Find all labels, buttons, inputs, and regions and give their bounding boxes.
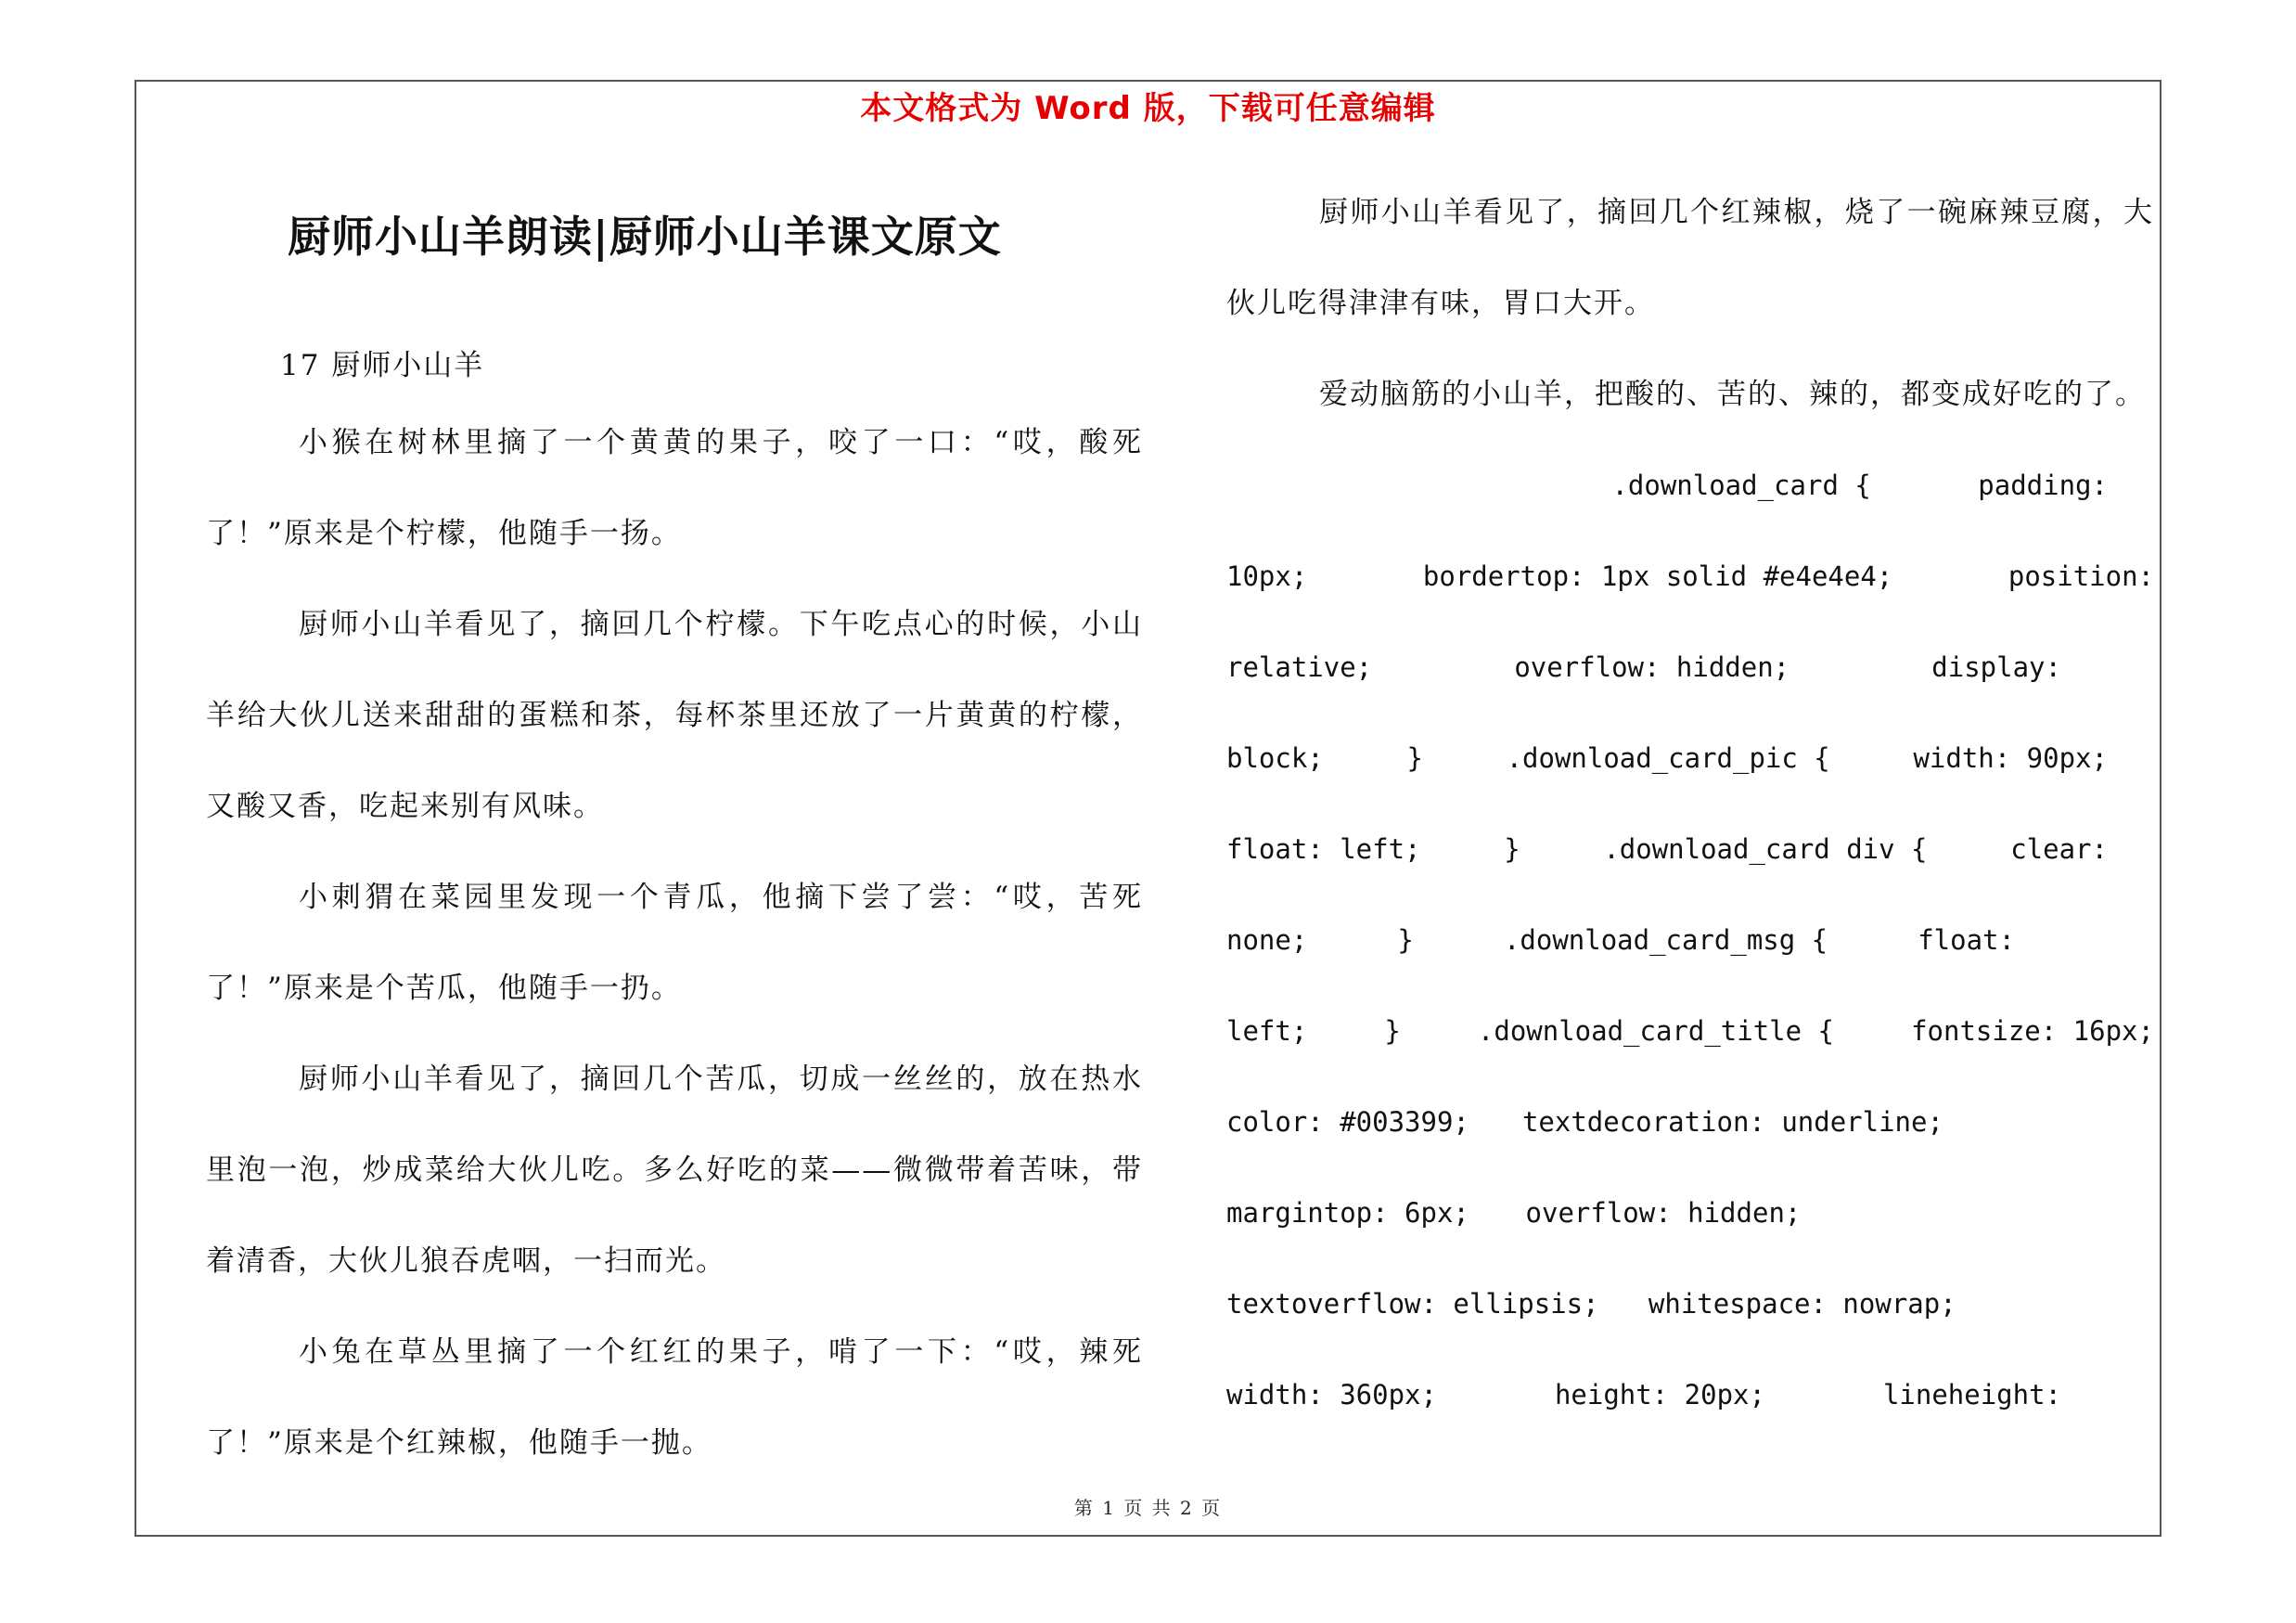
body-paragraph: 小刺猬在菜园里发现一个青瓜，他摘下尝了尝：“哎，苦死了！”原来是个苦瓜，他随手一扔。 <box>206 881 1143 1005</box>
code-line: margintop: 6px; overflow: hidden; <box>1226 1197 1802 1229</box>
page-number-footer: 第 1 页 共 2 页 <box>1073 1497 1223 1519</box>
body-paragraph: 厨师小山羊看见了，摘回几个红辣椒，烧了一碗麻辣豆腐，大伙儿吃得津津有味，胃口大开。 <box>1226 196 2154 320</box>
word-format-banner: 本文格式为 Word 版，下载可任意编辑 <box>860 90 1436 127</box>
body-paragraph: 小猴在树林里摘了一个黄黄的果子，咬了一口：“哎，酸死了！”原来是个柠檬，他随手一扬。 <box>206 426 1143 550</box>
code-line: width: 360px; height: 20px; lineheight: <box>1226 1379 2061 1410</box>
code-line: color: #003399; textdecoration: underline; <box>1226 1106 1943 1138</box>
code-line: float: left; } .download_card div { clear: <box>1226 833 2108 865</box>
document-title: 厨师小山羊朗读|厨师小山羊课文原文 <box>288 212 1002 262</box>
code-line: none; } .download_card_msg { float: <box>1226 924 2015 956</box>
code-line: block; } .download_card_pic { width: 90px; <box>1226 742 2108 774</box>
body-paragraph: 厨师小山羊看见了，摘回几个柠檬。下午吃点心的时候，小山羊给大伙儿送来甜甜的蛋糕和茶，每杯茶里还放了一片黄黄的柠檬，又酸又香，吃起来别有风味。 <box>206 608 1143 823</box>
code-line: left; } .download_card_title { fontsize: 16px; <box>1226 1015 2154 1047</box>
code-line: textoverflow: ellipsis; whitespace: nowrap; <box>1226 1288 1956 1320</box>
lesson-heading: 17 厨师小山羊 <box>280 349 485 382</box>
body-paragraph: 爱动脑筋的小山羊，把酸的、苦的、辣的，都变成好吃的了。 <box>1319 378 2146 411</box>
css-code-block <box>1226 440 2154 1440</box>
body-paragraph: 厨师小山羊看见了，摘回几个苦瓜，切成一丝丝的，放在热水里泡一泡，炒成菜给大伙儿吃。多么好吃的菜——微微带着苦味，带着清香，大伙儿狼吞虎咽，一扫而光。 <box>206 1063 1143 1278</box>
body-paragraph: 小兔在草丛里摘了一个红红的果子，啃了一下：“哎，辣死了！”原来是个红辣椒，他随手一抛。 <box>206 1335 1143 1460</box>
code-line: relative; overflow: hidden; display: <box>1226 651 2061 683</box>
code-line: 10px; bordertop: 1px solid #e4e4e4; position: <box>1226 560 2154 592</box>
code-line: .download_card { padding: <box>1611 470 2108 501</box>
